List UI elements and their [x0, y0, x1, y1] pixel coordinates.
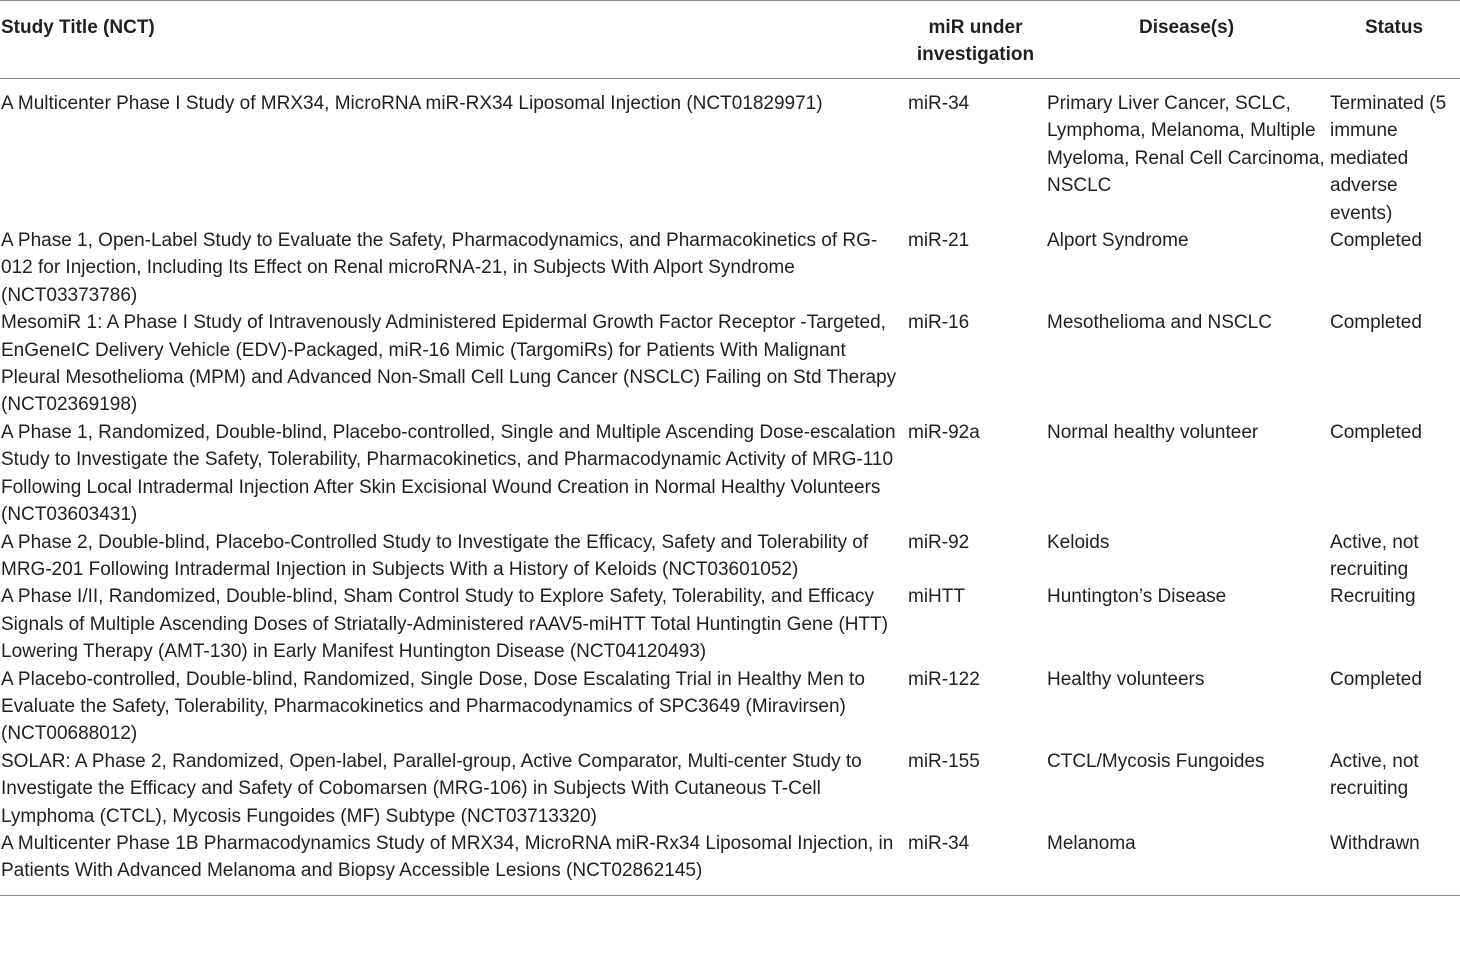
table-row — [0, 830, 1460, 895]
status-cell: Recruiting — [1330, 586, 1416, 608]
table-row — [0, 419, 1460, 529]
mir-cell: miR-155 — [908, 750, 980, 772]
mir-cell: miHTT — [908, 586, 965, 608]
study-title-cell: SOLAR: A Phase 2, Randomized, Open-label, Parallel-group, Active Comparator, Multi-center Study to Investigate the Efficacy and Safety of Cobomarsen (MRG-106) in Subjects With Cutaneous T-Cell Lymphoma (CTCL), Mycosis Fungoides (MF) Subtype (NCT03713320) — [1, 750, 862, 827]
study-title-cell: A Phase 1, Open-Label Study to Evaluate the Safety, Pharmacodynamics, and Pharmacokinetics of RG-012 for Injection, Including Its Effect on Renal microRNA-21, in Subjects With Alport Syndrome (NCT03373786) — [1, 230, 878, 306]
disease-cell: Mesothelioma and NSCLC — [1047, 312, 1272, 334]
table-row — [0, 666, 1460, 748]
mir-cell: miR-21 — [908, 230, 970, 252]
table-row — [0, 748, 1460, 830]
status-cell: Terminated (5 immune mediated adverse events) — [1330, 93, 1447, 224]
disease-cell: Alport Syndrome — [1047, 230, 1189, 252]
mir-cell: miR-16 — [908, 312, 970, 334]
header-row — [0, 1, 1460, 79]
status-cell: Withdrawn — [1330, 832, 1420, 854]
study-title-cell: A Multicenter Phase I Study of MRX34, MicroRNA miR-RX34 Liposomal Injection (NCT01829971) — [1, 93, 823, 114]
table-row — [0, 79, 1460, 228]
mir-cell: miR-122 — [908, 668, 980, 690]
mir-cell: miR-34 — [908, 832, 970, 854]
mir-cell: miR-34 — [908, 93, 970, 114]
study-title-cell: MesomiR 1: A Phase I Study of Intravenously Administered Epidermal Growth Factor Receptor -Targeted, EnGeneIC Delivery Vehicle (EDV)-Packaged, miR-16 Mimic (TargomiRs) for Patients With Malignant Pleural Mesothelioma (MPM) and Advanced Non-Small Cell Lung Cancer (NSCLC) Failing on Std Therapy (NCT02369198) — [1, 312, 897, 416]
disease-cell: Huntington’s Disease — [1047, 586, 1227, 608]
status-cell: Active, not recruiting — [1330, 750, 1419, 800]
table-row — [0, 309, 1460, 419]
disease-cell: Melanoma — [1047, 832, 1136, 854]
header-status: Status — [1364, 17, 1424, 38]
disease-cell: Keloids — [1047, 531, 1110, 553]
table-row — [0, 529, 1460, 584]
table-row — [0, 583, 1460, 665]
disease-cell: Normal healthy volunteer — [1047, 421, 1259, 443]
header-diseases: Disease(s) — [1138, 17, 1235, 38]
study-title-cell: A Placebo-controlled, Double-blind, Randomized, Single Dose, Dose Escalating Trial in Healthy Men to Evaluate the Safety, Tolerability, Pharmacokinetics and Pharmacodynamics of SPC3649 (Miravirsen) (NCT00688012) — [1, 668, 865, 745]
header-study-title: Study Title (NCT) — [1, 17, 155, 38]
table-row — [0, 227, 1460, 309]
status-cell: Completed — [1330, 421, 1422, 443]
header-mir: miR under investigation — [916, 17, 1035, 65]
disease-cell: CTCL/Mycosis Fungoides — [1047, 750, 1265, 772]
study-title-cell: A Multicenter Phase 1B Pharmacodynamics Study of MRX34, MicroRNA miR-Rx34 Liposomal Injection, in Patients With Advanced Melanoma and Biopsy Accessible Lesions (NCT02862145) — [1, 832, 894, 882]
status-cell: Completed — [1330, 668, 1422, 690]
table-body — [0, 79, 1460, 896]
study-title-cell: A Phase 1, Randomized, Double-blind, Placebo-controlled, Single and Multiple Ascending Dose-escalation Study to Investigate the Safety, Tolerability, Pharmacokinetics, and Pharmacodynamic Activity of MRG-110 Following Local Intradermal Injection After Skin Excisional Wound Creation in Normal Healthy Volunteers (NCT03603431) — [1, 421, 896, 526]
status-cell: Completed — [1330, 230, 1422, 252]
table-header — [0, 1, 1460, 79]
study-title-cell: A Phase I/II, Randomized, Double-blind, Sham Control Study to Explore Safety, Tolerability, and Efficacy Signals of Multiple Ascending Doses of Striatally-Administered rAAV5-miHTT Total Huntingtin Gene (HTT) Lowering Therapy (AMT-130) in Early Manifest Huntington Disease (NCT04120493) — [1, 586, 889, 663]
mir-cell: miR-92a — [908, 421, 980, 443]
disease-cell: Primary Liver Cancer, SCLC, Lymphoma, Melanoma, Multiple Myeloma, Renal Cell Carcinoma, NSCLC — [1047, 93, 1325, 197]
mir-cell: miR-92 — [908, 531, 970, 553]
study-title-cell: A Phase 2, Double-blind, Placebo-Controlled Study to Investigate the Efficacy, Safety and Tolerability of MRG-201 Following Intradermal Injection in Subjects With a History of Keloids (NCT03601052) — [1, 531, 869, 580]
disease-cell: Healthy volunteers — [1047, 668, 1205, 690]
status-cell: Completed — [1330, 312, 1422, 334]
status-cell: Active, not recruiting — [1330, 531, 1419, 580]
